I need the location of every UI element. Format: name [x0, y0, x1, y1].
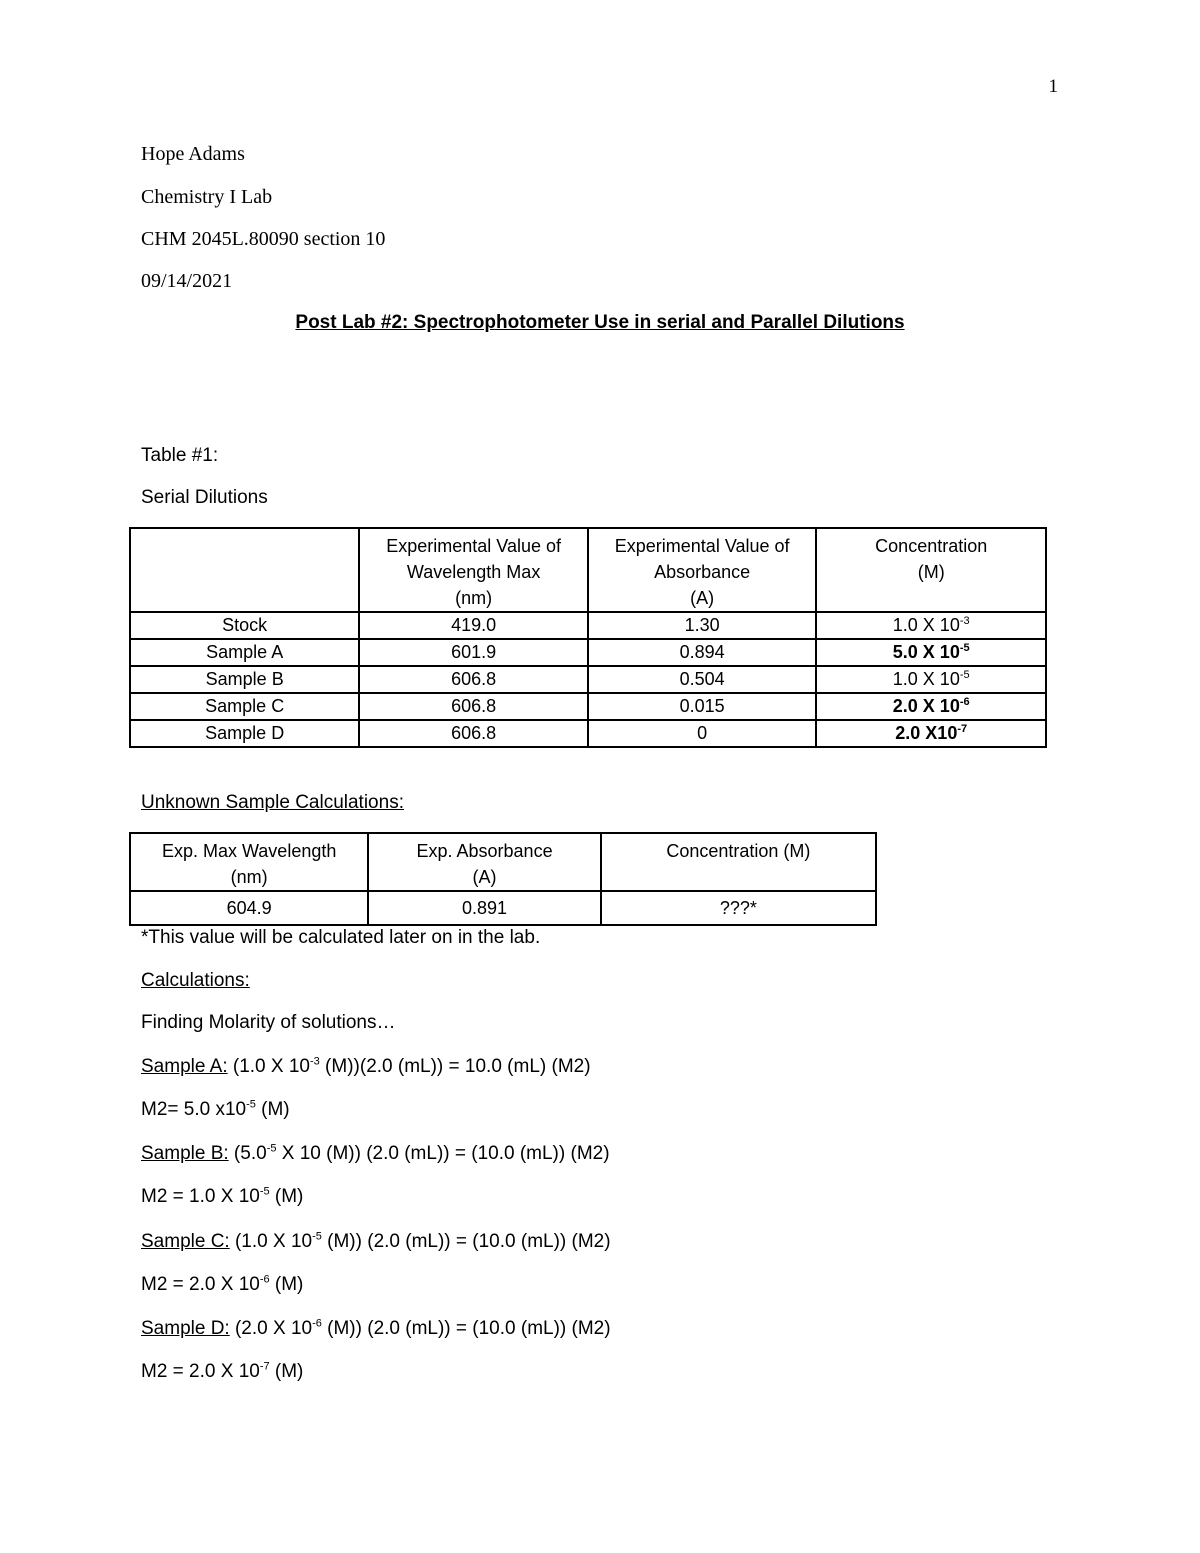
conc-exponent: -5 — [959, 642, 970, 654]
equation-part: (M) — [269, 1361, 304, 1382]
unknown-sample-table — [129, 832, 877, 926]
wavelength-cell: 601.9 — [359, 639, 588, 666]
conc-base: 1.0 X 10 — [892, 669, 960, 689]
exponent: -5 — [312, 1230, 322, 1243]
equation-part: (M)) (2.0 (mL)) = (10.0 (mL)) (M2) — [321, 1318, 611, 1339]
equation-part: M2 = 2.0 X 10 — [141, 1361, 260, 1382]
author-name: Hope Adams — [141, 143, 245, 165]
exponent: -6 — [312, 1317, 322, 1330]
exponent: -3 — [310, 1055, 320, 1068]
concentration-cell — [816, 666, 1046, 693]
absorbance-cell: 0.894 — [588, 639, 817, 666]
unknown-heading: Unknown Sample Calculations: — [141, 792, 404, 813]
sample-label: Sample D: — [141, 1318, 230, 1339]
conc-exponent: -5 — [959, 669, 970, 681]
conc-base: 1.0 X 10 — [892, 615, 960, 635]
absorbance-header — [368, 833, 600, 891]
table1-subtitle: Serial Dilutions — [141, 487, 268, 508]
wavelength-cell: 606.8 — [359, 666, 588, 693]
wavelength-cell: 419.0 — [359, 612, 588, 639]
table1-caption: Table #1: — [141, 445, 219, 466]
sample-a-result — [141, 1099, 290, 1121]
course-section: CHM 2045L.80090 section 10 — [141, 228, 386, 250]
row-label: Sample C — [130, 693, 359, 720]
conc-base: 2.0 X 10 — [892, 696, 960, 716]
sample-c-equation — [141, 1231, 611, 1253]
exponent: -5 — [246, 1098, 256, 1111]
equation-part: (2.0 X 10 — [229, 1318, 313, 1339]
report-date: 09/14/2021 — [141, 270, 233, 292]
sample-label: Sample B: — [141, 1143, 229, 1164]
exponent: -5 — [259, 1185, 270, 1198]
table-header-row — [130, 528, 1046, 612]
conc-base: 5.0 X 10 — [892, 642, 960, 662]
header-line: Exp. Absorbance — [416, 841, 553, 861]
table-row — [130, 666, 1046, 693]
conc-exponent: -7 — [957, 723, 968, 735]
calculations-heading: Calculations: — [141, 970, 250, 991]
header-line: Concentration — [875, 536, 988, 556]
equation-part: (M) — [269, 1186, 304, 1207]
header-line: (A) — [472, 867, 497, 887]
serial-dilutions-table — [129, 527, 1047, 748]
table-row — [130, 612, 1046, 639]
course-name: Chemistry I Lab — [141, 186, 273, 208]
equation-part: (M)) (2.0 (mL)) = (10.0 (mL)) (M2) — [321, 1231, 611, 1252]
absorbance-header — [588, 528, 817, 612]
equation-part: (1.0 X 10 — [229, 1231, 313, 1252]
empty-header-cell — [130, 528, 359, 612]
wavelength-header — [359, 528, 588, 612]
equation-part: (5.0 — [228, 1143, 267, 1164]
header-line: Wavelength Max — [406, 562, 541, 582]
row-label: Sample B — [130, 666, 359, 693]
wavelength-cell: 604.9 — [130, 891, 368, 925]
equation-part: (1.0 X 10 — [227, 1056, 310, 1077]
sample-label: Sample A: — [141, 1056, 228, 1077]
concentration-cell — [816, 612, 1046, 639]
wavelength-cell: 606.8 — [359, 720, 588, 747]
table-header-row — [130, 833, 876, 891]
sample-b-equation — [141, 1143, 610, 1165]
header-line: Experimental Value of — [386, 536, 561, 556]
equation-part: M2 = 2.0 X 10 — [141, 1274, 260, 1295]
wavelength-cell: 606.8 — [359, 693, 588, 720]
concentration-header — [816, 528, 1046, 612]
conc-exponent: -6 — [959, 696, 970, 708]
table-row — [130, 891, 876, 925]
equation-part: M2 = 1.0 X 10 — [141, 1186, 260, 1207]
header-line: Exp. Max Wavelength — [161, 841, 337, 861]
sample-c-result — [141, 1274, 303, 1296]
row-label: Sample A — [130, 639, 359, 666]
concentration-cell: ???* — [601, 891, 876, 925]
sample-b-result — [141, 1186, 303, 1208]
header-line: (A) — [690, 588, 715, 608]
conc-base: 2.0 X10 — [895, 723, 958, 743]
table-row — [130, 720, 1046, 747]
absorbance-cell: 0.504 — [588, 666, 817, 693]
concentration-cell — [816, 693, 1046, 720]
max-wavelength-header — [130, 833, 368, 891]
header-line: (M) — [917, 562, 945, 582]
equation-part: X 10 (M)) (2.0 (mL)) = (10.0 (mL)) (M2) — [276, 1143, 610, 1164]
exponent: -6 — [259, 1273, 270, 1286]
absorbance-cell: 0.015 — [588, 693, 817, 720]
header-line: (nm) — [230, 867, 268, 887]
concentration-header — [601, 833, 876, 891]
concentration-cell — [816, 720, 1046, 747]
equation-part: (M))(2.0 (mL)) = 10.0 (mL) (M2) — [319, 1056, 591, 1077]
table-row — [130, 693, 1046, 720]
equation-part: (M) — [255, 1099, 290, 1120]
sample-d-equation — [141, 1318, 611, 1340]
footnote: *This value will be calculated later on in the lab. — [141, 927, 541, 948]
table-row — [130, 639, 1046, 666]
absorbance-cell: 0 — [588, 720, 817, 747]
row-label: Stock — [130, 612, 359, 639]
header-line: (nm) — [455, 588, 493, 608]
header-line: Concentration (M) — [666, 841, 811, 861]
report-title: Post Lab #2: Spectrophotometer Use in serial and Parallel Dilutions — [295, 312, 905, 333]
header-line: Experimental Value of — [614, 536, 790, 556]
sample-label: Sample C: — [141, 1231, 230, 1252]
absorbance-cell: 1.30 — [588, 612, 817, 639]
calculations-intro: Finding Molarity of solutions… — [141, 1012, 396, 1033]
sample-a-equation — [141, 1056, 591, 1078]
header-line: Absorbance — [654, 562, 751, 582]
exponent: -7 — [259, 1360, 270, 1373]
page-number: 1 — [1048, 76, 1058, 97]
absorbance-cell: 0.891 — [368, 891, 600, 925]
conc-exponent: -3 — [959, 615, 970, 627]
equation-part: (M) — [269, 1274, 304, 1295]
exponent: -5 — [266, 1142, 277, 1155]
row-label: Sample D — [130, 720, 359, 747]
concentration-cell — [816, 639, 1046, 666]
sample-d-result — [141, 1361, 303, 1383]
equation-part: M2= 5.0 x10 — [141, 1099, 247, 1120]
